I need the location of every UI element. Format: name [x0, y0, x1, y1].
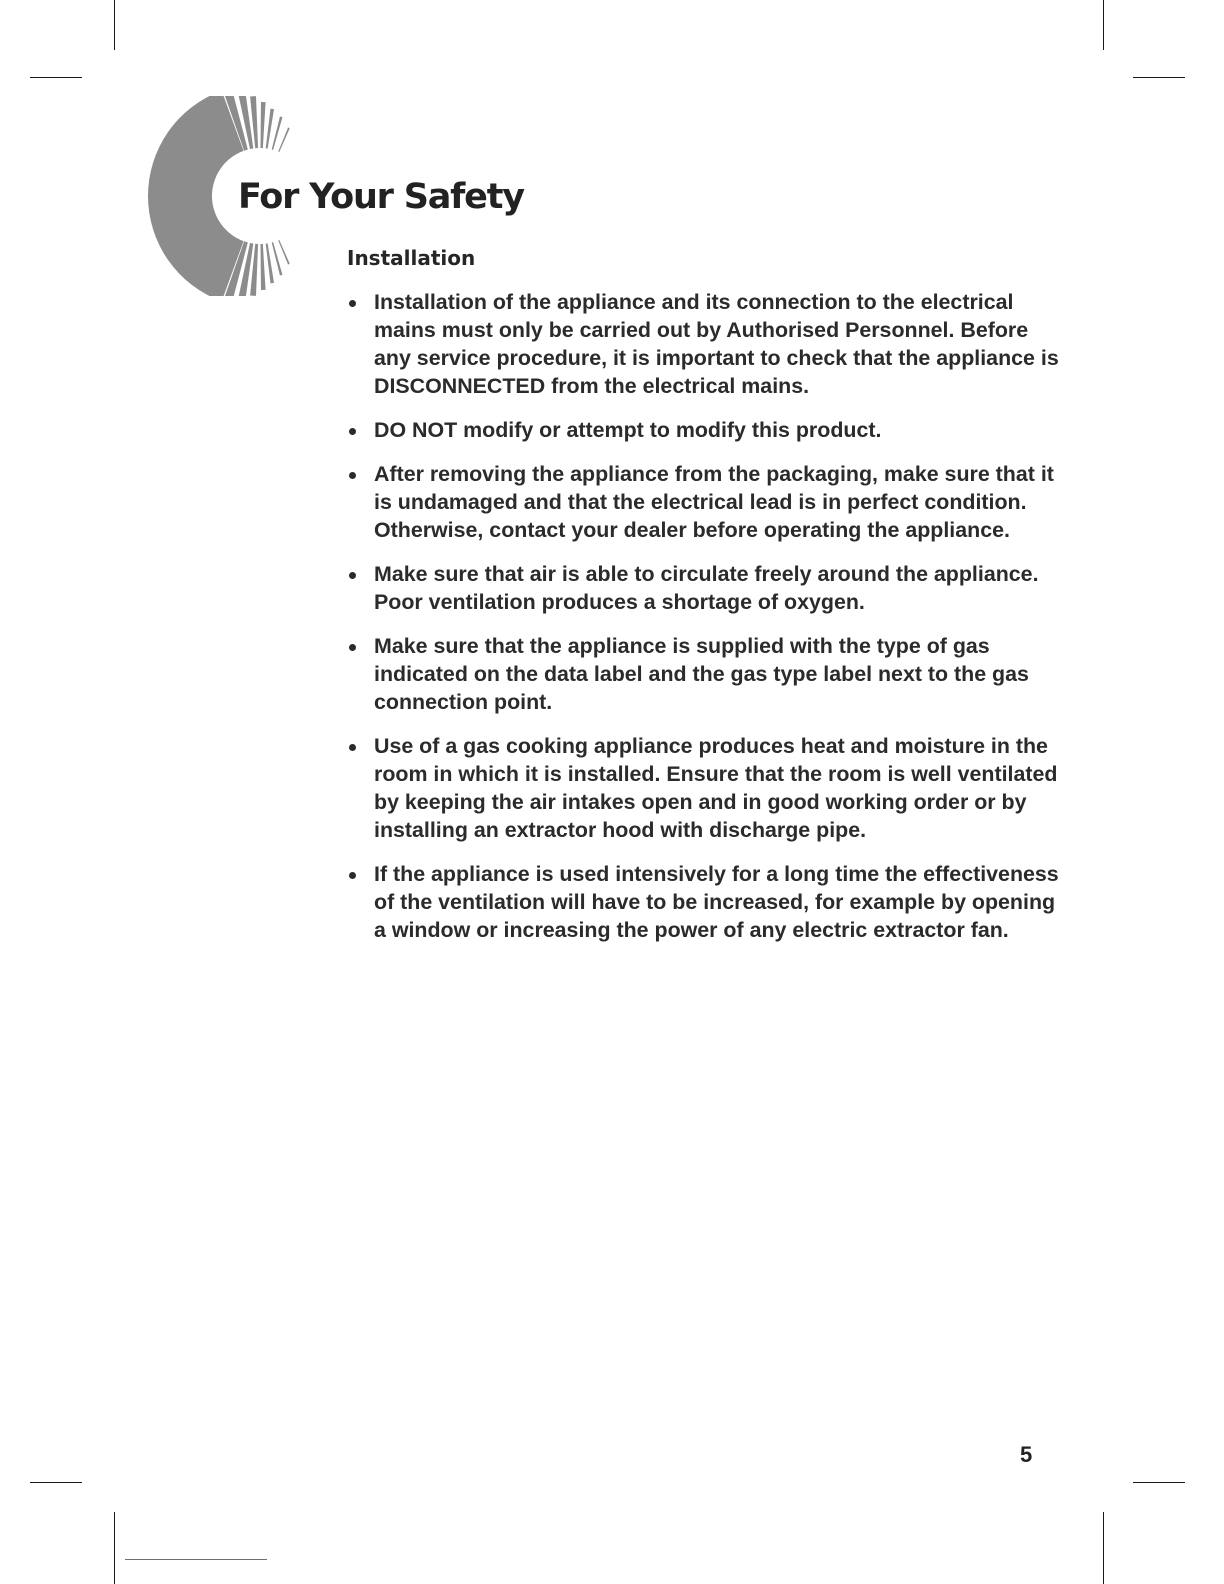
bullet-item: [346, 560, 1066, 616]
emblem-ray: [261, 244, 266, 290]
bullet-item: [346, 288, 1066, 400]
footer-rule: [125, 1559, 267, 1560]
bullet-item: [346, 460, 1066, 544]
crop-mark-bottom-left-vertical: [114, 1512, 115, 1584]
emblem-arc: [148, 96, 244, 296]
bullet-text: If the appliance is used intensively for a long time the effectiveness of the ventilation will have to be increased, for example by opening a window or increasing the power of any electric extractor fan.: [374, 862, 1059, 942]
bullet-text: DO NOT modify or attempt to modify this product.: [374, 418, 882, 442]
bullet-dot: [349, 644, 356, 651]
bullet-text: Make sure that the appliance is supplied with the type of gas indicated on the data label and the gas type label next to the gas connection point.: [374, 634, 1029, 714]
emblem-ray: [266, 243, 274, 283]
crop-mark-bottom-right-vertical: [1103, 1512, 1104, 1584]
crop-mark-top-left-horizontal: [30, 77, 82, 78]
bullet-item: [346, 416, 1066, 444]
emblem-ray: [261, 102, 266, 148]
bullet-item: [346, 732, 1066, 844]
safety-bullet-list: [346, 288, 1066, 960]
crop-mark-bottom-left-horizontal: [30, 1482, 82, 1483]
emblem-ray: [266, 109, 274, 149]
page-number: 5: [1020, 1442, 1033, 1467]
bullet-item: [346, 860, 1066, 944]
bullet-text: Make sure that air is able to circulate freely around the appliance. Poor ventilation produces a shortage of oxygen.: [374, 562, 1039, 614]
bullet-dot: [349, 872, 356, 879]
bullet-text: After removing the appliance from the packaging, make sure that it is undamaged and that the electrical lead is in perfect condition. Otherwise, contact your dealer before operating the appliance.: [374, 462, 1054, 542]
bullet-dot: [349, 428, 356, 435]
emblem-ray: [278, 128, 290, 153]
bullet-dot: [349, 300, 356, 307]
bullet-text: Use of a gas cooking appliance produces heat and moisture in the room in which it is installed. Ensure that the room is well ventilated by keeping the air intakes open and in good working order or by installing an extractor hood with discharge pipe.: [374, 734, 1058, 842]
crop-mark-top-right-horizontal: [1133, 77, 1185, 78]
emblem-ray: [272, 116, 283, 149]
bullet-dot: [349, 572, 356, 579]
bullet-text: Installation of the appliance and its connection to the electrical mains must only be carried out by Authorised Personnel. Before any service procedure, it is important to check that the appliance is DISCONNECTED from the electrical mains.: [374, 290, 1059, 398]
crop-mark-top-left-vertical: [114, 0, 115, 50]
section-title: Installation: [347, 246, 476, 270]
bullet-dot: [349, 744, 356, 751]
emblem-ray: [278, 240, 290, 265]
bullet-dot: [349, 472, 356, 479]
emblem-ray: [272, 242, 283, 275]
crop-mark-bottom-right-horizontal: [1133, 1482, 1185, 1483]
page-title: For Your Safety: [238, 177, 524, 217]
crop-mark-top-right-vertical: [1103, 0, 1104, 50]
bullet-item: [346, 632, 1066, 716]
